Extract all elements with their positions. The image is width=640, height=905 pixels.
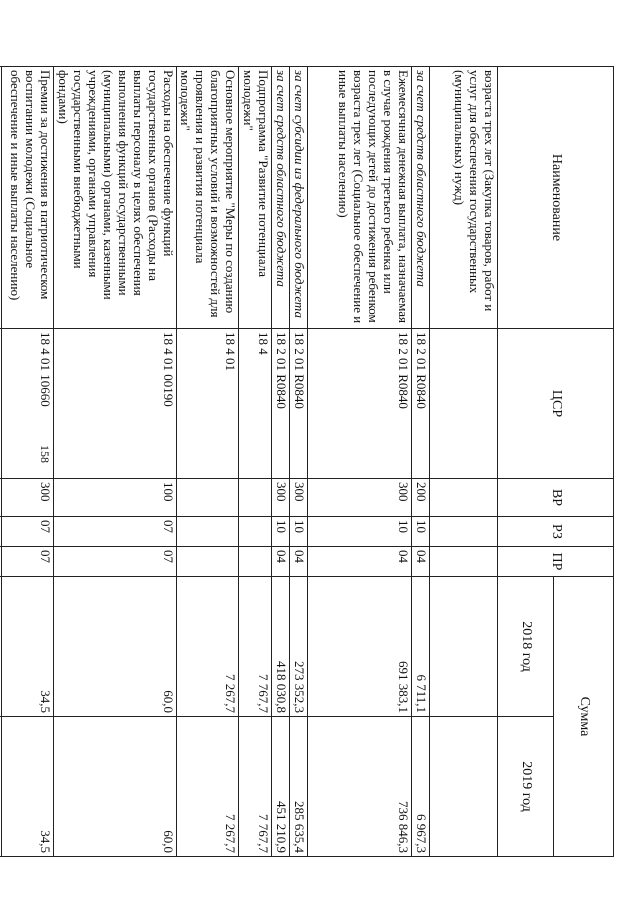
table-row	[272, 67, 290, 857]
row-2018: 6 711,1	[412, 577, 430, 717]
table-row	[308, 67, 412, 857]
row-vr	[430, 479, 498, 517]
row-csr: 18 2 01 R0840	[272, 329, 290, 479]
row-csr	[430, 329, 498, 479]
row-name: Подпрограмма "Развитие потенциала молодежи"	[239, 67, 272, 329]
row-2019: 34,5	[2, 717, 54, 857]
table-row	[176, 67, 239, 857]
row-pr: 07	[54, 547, 177, 577]
budget-table	[0, 66, 614, 857]
header-2019: 2019 год	[498, 717, 554, 857]
row-vr: 300	[290, 479, 308, 517]
row-csr: 18 2 01 R0840	[308, 329, 412, 479]
table-row	[0, 67, 2, 857]
row-2019	[0, 717, 2, 857]
header-rz: РЗ	[498, 517, 614, 547]
row-csr: 18 2 01 R0840	[290, 329, 308, 479]
row-vr: 200	[412, 479, 430, 517]
header-name: Наименование	[498, 67, 614, 329]
row-2018	[0, 577, 2, 717]
row-2018	[430, 577, 498, 717]
row-pr: 04	[290, 547, 308, 577]
row-vr	[0, 479, 2, 517]
header-sum: Сумма	[554, 577, 614, 857]
row-2018: 273 352,3	[290, 577, 308, 717]
row-csr: 18 2 01 R0840	[412, 329, 430, 479]
table-row	[239, 67, 272, 857]
row-rz: 10	[290, 517, 308, 547]
row-csr: 18 4 01 00190	[54, 329, 177, 479]
row-pr	[176, 547, 239, 577]
row-pr: 07	[2, 547, 54, 577]
table-row	[290, 67, 308, 857]
row-vr: 300	[2, 479, 54, 517]
row-pr: 04	[272, 547, 290, 577]
row-rz	[239, 517, 272, 547]
row-2019	[430, 717, 498, 857]
header-pr: ПР	[498, 547, 614, 577]
row-pr	[0, 547, 2, 577]
row-rz: 10	[412, 517, 430, 547]
row-rz: 07	[2, 517, 54, 547]
header-2018: 2018 год	[498, 577, 554, 717]
row-pr: 04	[412, 547, 430, 577]
row-rz	[0, 517, 2, 547]
row-rz	[176, 517, 239, 547]
row-name: Ежемесячная денежная выплата, назначаемая в случае рождения третьего ребенка или последующих детей до достижения ребенком возраста трех лет (Социальное обеспечение и иные выплаты населению)	[308, 67, 412, 329]
row-csr: 18 4	[239, 329, 272, 479]
row-2018: 418 030,8	[272, 577, 290, 717]
row-2019: 60,0	[54, 717, 177, 857]
table-row	[54, 67, 177, 857]
row-rz: 07	[54, 517, 177, 547]
row-name: Премии за достижения в патриотическом воспитании молодежи (Социальное обеспечение и иные выплаты населению)	[2, 67, 54, 329]
row-vr	[176, 479, 239, 517]
row-vr: 100	[54, 479, 177, 517]
table-row	[2, 67, 54, 857]
row-rz: 10	[272, 517, 290, 547]
table-row	[412, 67, 430, 857]
row-rz	[430, 517, 498, 547]
header-csr: ЦСР	[498, 329, 614, 479]
header-vr: ВР	[498, 479, 614, 517]
row-vr: 300	[272, 479, 290, 517]
header-row	[554, 67, 614, 857]
row-2018: 7 767,7	[239, 577, 272, 717]
table-row	[430, 67, 498, 857]
row-2018: 691 383,1	[308, 577, 412, 717]
row-name: за счет средств областного бюджета	[412, 67, 430, 329]
row-csr: 18 4 01	[176, 329, 239, 479]
row-2019: 6 967,3	[412, 717, 430, 857]
row-2018: 60,0	[54, 577, 177, 717]
row-rz: 10	[308, 517, 412, 547]
page-number: 158	[38, 445, 52, 463]
row-name: возраста трех лет (Закупка товаров, работ и услуг для обеспечения государственных (муниципальных) нужд)	[430, 67, 498, 329]
row-name: Основное мероприятие "Меры по созданию благоприятных условий и возможностей для проявления и развития потенциала молодежи"	[176, 67, 239, 329]
row-pr	[239, 547, 272, 577]
row-csr: 18 4 01 10660	[2, 329, 54, 479]
row-2019: 7 267,7	[176, 717, 239, 857]
row-2019: 285 635,4	[290, 717, 308, 857]
row-vr: 300	[308, 479, 412, 517]
row-vr	[239, 479, 272, 517]
row-2018: 34,5	[2, 577, 54, 717]
row-csr	[0, 329, 2, 479]
row-2019: 451 210,9	[272, 717, 290, 857]
row-name: за счет субсидии из федерального бюджета	[290, 67, 308, 329]
row-pr	[430, 547, 498, 577]
row-2018: 7 267,7	[176, 577, 239, 717]
row-name: Расходы на обеспечение функций государственных органов (Расходы на выплаты персоналу в целях обеспечения выполнения функций государственными (муниципальными) органами, казенными учреждениями, органами управления государственными внебюджетными фондами)	[54, 67, 177, 329]
row-2019: 736 846,3	[308, 717, 412, 857]
row-2019: 7 767,7	[239, 717, 272, 857]
row-name	[0, 67, 2, 329]
row-name: за счет средств областного бюджета	[272, 67, 290, 329]
row-pr: 04	[308, 547, 412, 577]
